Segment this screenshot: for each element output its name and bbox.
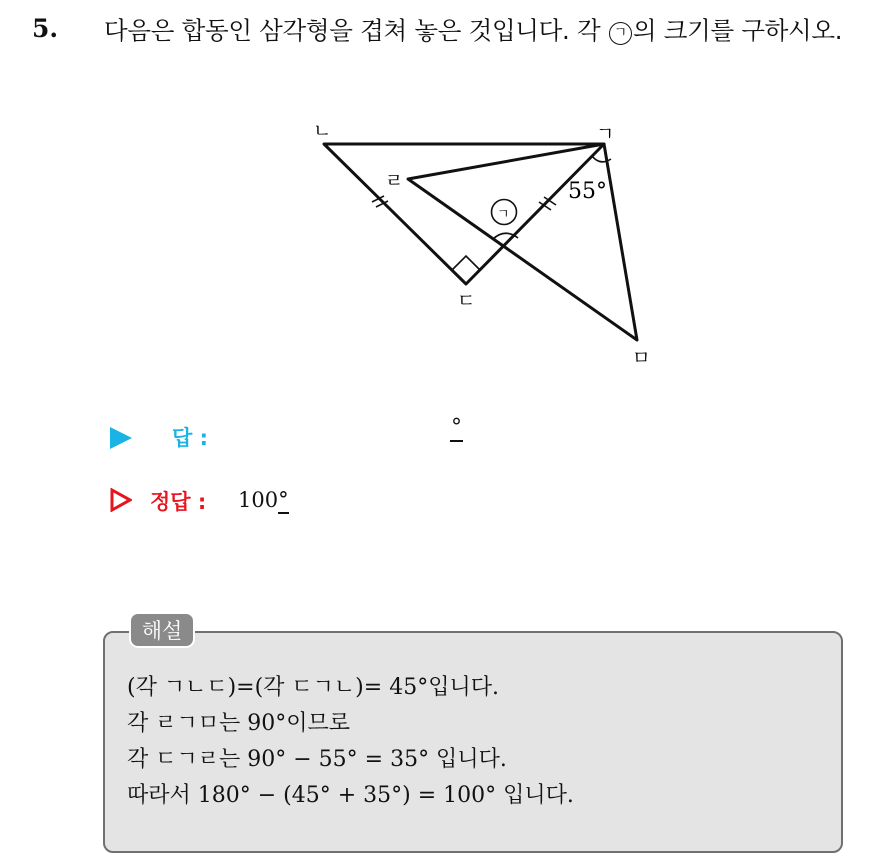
unknown-angle-label: ㄱ <box>497 207 510 222</box>
circled-angle-symbol: ㄱ <box>609 22 632 45</box>
angle-arc-55 <box>592 156 611 162</box>
solution-line-2: 각 ㄹㄱㅁ는 90°이므로 <box>127 711 350 736</box>
triangle-2 <box>408 144 637 340</box>
correct-answer-number: 100 <box>238 488 279 512</box>
vertex-label-b: ㄴ <box>313 120 332 142</box>
triangle-1 <box>324 144 604 284</box>
question-text-part2: 의 크기를 구하시오. <box>632 16 843 45</box>
solution-line-3: 각 ㄷㄱㄹ는 90° − 55° = 35° 입니다. <box>127 747 507 772</box>
question-text-part1: 다음은 합동인 삼각형을 겹쳐 놓은 것입니다. 각 <box>104 16 608 45</box>
solution-line-4: 따라서 180° − (45° + 35°) = 100° 입니다. <box>127 783 574 808</box>
solution-tab: 해설 <box>129 612 195 648</box>
answer-input-blank[interactable]: ° <box>451 415 462 440</box>
vertex-label-a: ㄱ <box>596 123 615 145</box>
question-number: 5. <box>32 14 59 43</box>
correct-answer-unit: ° <box>278 488 289 512</box>
solution-line-1: (각 ㄱㄴㄷ)=(각 ㄷㄱㄴ)= 45°입니다. <box>127 675 499 700</box>
vertex-label-e: ㅁ <box>632 347 651 369</box>
correct-answer-label: 정답 : <box>150 490 207 514</box>
answer-label: 답 : <box>172 426 208 450</box>
triangle-figure <box>0 0 884 420</box>
angle-value-label: 55° <box>568 179 607 204</box>
outline-triangle-icon <box>110 488 132 512</box>
solution-text <box>127 670 574 814</box>
correct-answer-value <box>238 488 289 512</box>
vertex-label-c: ㄷ <box>457 290 476 312</box>
vertex-label-d: ㄹ <box>385 170 404 192</box>
right-angle-mark <box>452 256 480 270</box>
play-triangle-icon <box>110 427 132 449</box>
